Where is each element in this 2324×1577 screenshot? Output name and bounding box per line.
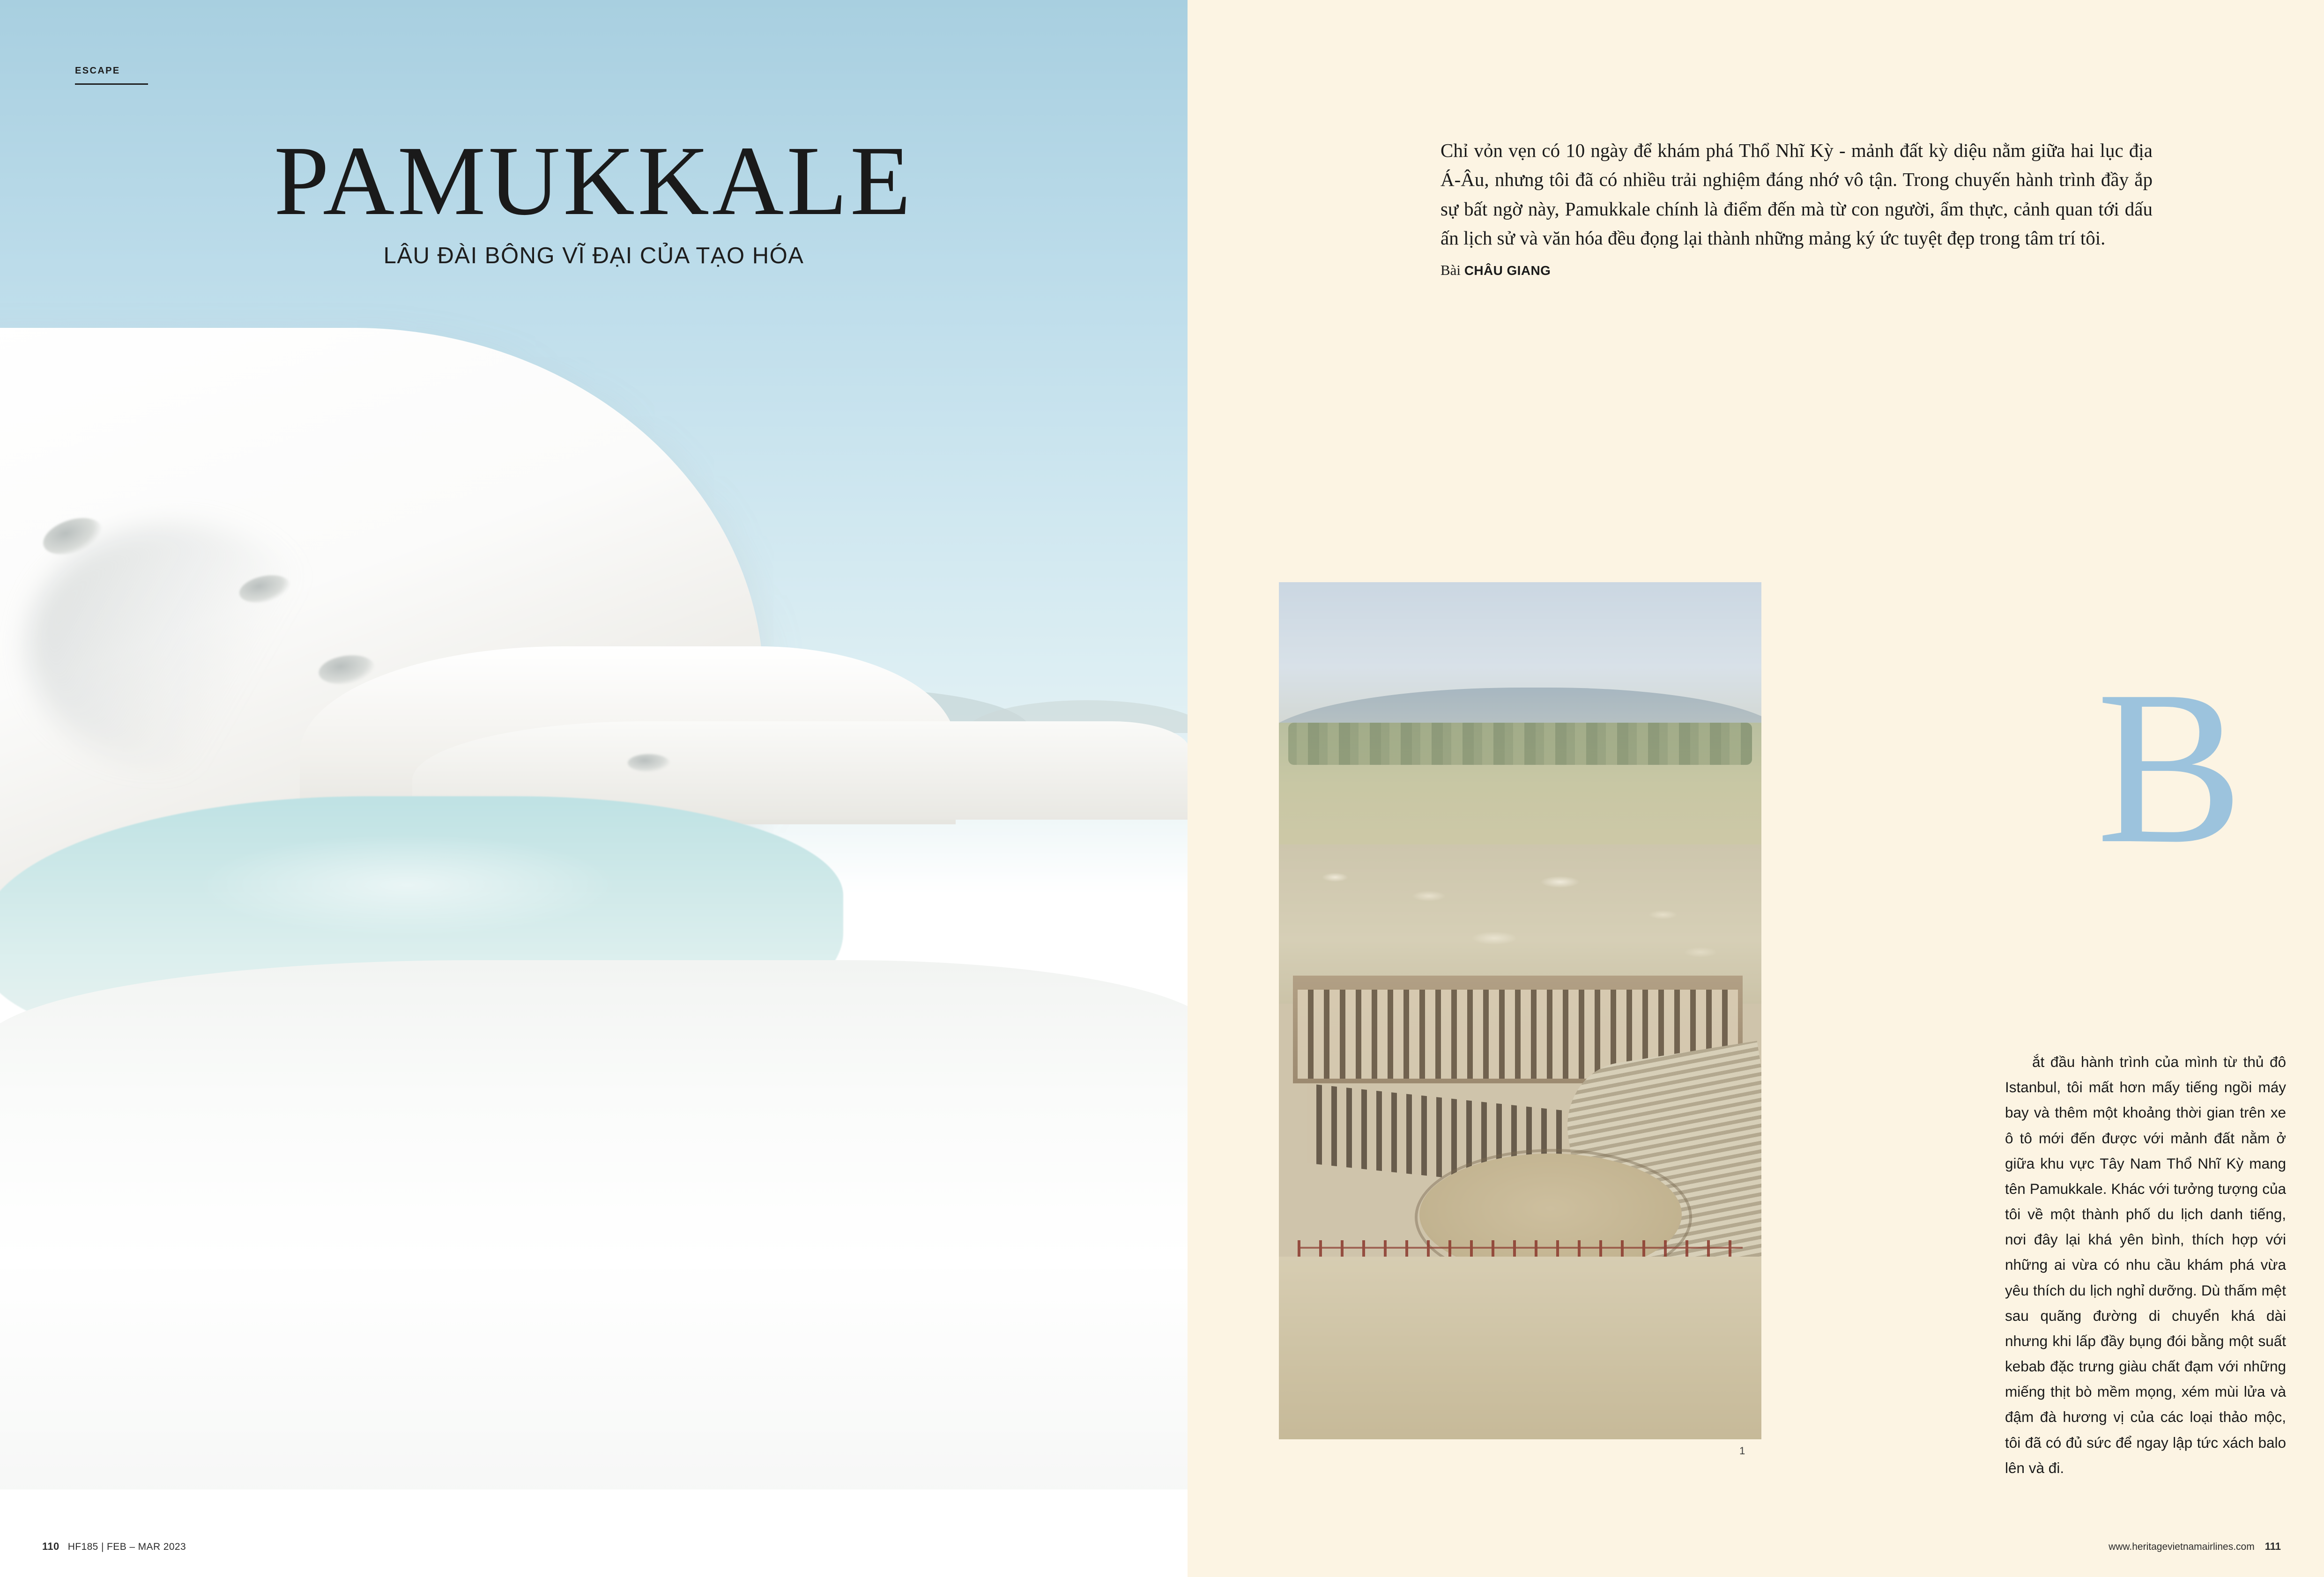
figure-caption-number: 1 (1739, 1445, 1745, 1457)
left-page-number: 110 (42, 1540, 59, 1552)
figure-treeline (1288, 723, 1752, 765)
right-page-number: 111 (2265, 1540, 2281, 1552)
right-page-footer (2109, 1540, 2281, 1553)
byline-label: Bài (1440, 262, 1461, 279)
figure-foreground (1279, 1257, 1761, 1439)
drop-cap: B (2096, 645, 2243, 889)
byline-author: CHÂU GIANG (1464, 263, 1551, 278)
figure-scattered-stones (1279, 863, 1761, 971)
travertine-shadow (28, 525, 328, 768)
travertine-hollow (628, 754, 670, 772)
byline (1440, 259, 2153, 281)
page-title: PAMUKKALE (274, 126, 914, 236)
figure-hierapolis-theatre (1279, 582, 1761, 1439)
website-url: www.heritagevietnamairlines.com (2109, 1541, 2255, 1552)
page-subtitle: LÂU ĐÀI BÔNG VĨ ĐẠI CỦA TẠO HÓA (383, 243, 804, 268)
right-page (1188, 0, 2324, 1577)
title-block (0, 126, 1188, 269)
standfirst-text: Chỉ vỏn vẹn có 10 ngày để khám phá Thổ Nhĩ Kỳ - mảnh đất kỳ diệu nằm giữa hai lục địa Á-Âu, nhưng tôi đã có nhiều trải nghiệm đáng nhớ vô tận. Trong chuyến hành trình đầy ắp sự bất ngờ này, Pamukkale chính là điểm đến mà từ con người, ẩm thực, cảnh quan tới dấu ấn lịch sử và văn hóa đều đọng lại thành những mảng ký ức tuyệt đẹp trong tâm trí tôi. (1440, 140, 2153, 249)
issue-label: HF185 | FEB – MAR 2023 (67, 1541, 186, 1552)
standfirst-block (1440, 136, 2153, 281)
thermal-pool-highlight (197, 834, 618, 937)
sinter-field (0, 960, 1188, 1489)
section-kicker: ESCAPE (75, 66, 120, 76)
figure-barrier-fence (1298, 1240, 1743, 1259)
body-text-column (2005, 1049, 2286, 1481)
section-kicker-rule (75, 83, 148, 85)
body-paragraph: ắt đầu hành trình của mình từ thủ đô Istanbul, tôi mất hơn mấy tiếng ngồi máy bay và thêm một khoảng thời gian trên xe ô tô mới đến được với mảnh đất nằm ở giữa khu vực Tây Nam Thổ Nhĩ Kỳ mang tên Pamukkale. Khác với tưởng tượng của tôi về một thành phố du lịch danh tiếng, nơi đây lại khá yên bình, thích hợp với những ai vừa có nhu cầu khám phá vừa yêu thích du lịch nghỉ dưỡng. Dù thấm mệt sau quãng đường di chuyển khá dài nhưng khi lấp đầy bụng đói bằng một suất kebab đặc trưng giàu chất đạm với những miếng thịt bò mềm mọng, xém mùi lửa và đậm đà hương vị của các loại thảo mộc, tôi đã có đủ sức để ngay lập tức xách balo lên và đi. (2005, 1053, 2286, 1476)
left-page-footer (42, 1540, 186, 1553)
